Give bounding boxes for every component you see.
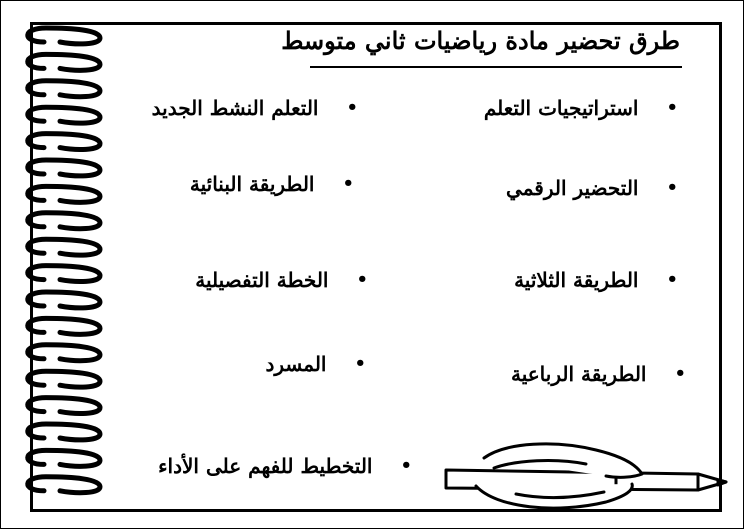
spiral-ring — [28, 28, 100, 44]
item-label: الخطة التفصيلية — [195, 268, 329, 292]
spiral-ring — [28, 160, 100, 176]
bullet-icon: • — [666, 97, 678, 118]
spiral-ring — [28, 371, 100, 387]
spiral-ring — [28, 81, 100, 97]
list-item-detailed-plan — [195, 268, 368, 292]
spiral-ring — [28, 318, 100, 334]
hand-holding-pencil-icon — [436, 438, 736, 518]
bullet-icon: • — [354, 353, 366, 374]
spiral-ring — [28, 266, 100, 282]
bullet-icon: • — [400, 455, 412, 476]
item-label: الطريقة الرباعية — [510, 362, 647, 386]
item-label: المسرد — [265, 352, 327, 376]
spiral-ring — [28, 213, 100, 229]
spiral-ring — [28, 107, 100, 123]
spiral-ring — [28, 54, 100, 70]
spiral-binding-icon — [0, 0, 120, 531]
list-item-strategies — [484, 96, 678, 120]
bullet-icon: • — [674, 363, 686, 384]
spiral-ring — [28, 292, 100, 308]
list-item-constructive-method — [190, 172, 354, 196]
item-label: استراتيجيات التعلم — [483, 96, 639, 120]
bullet-icon: • — [356, 269, 368, 290]
list-item-glossary — [265, 352, 366, 376]
bullet-icon: • — [666, 269, 678, 290]
item-label: التحضير الرقمي — [506, 176, 639, 200]
list-item-planning-understanding — [158, 454, 412, 478]
spiral-ring — [28, 477, 100, 493]
list-item-triple-method — [514, 268, 678, 292]
item-label: التعلم النشط الجديد — [151, 96, 319, 120]
page-title: طرق تحضير مادة رياضيات ثاني متوسط — [281, 26, 680, 55]
item-label: الطريقة البنائية — [189, 172, 315, 196]
bullet-icon: • — [346, 97, 358, 118]
spiral-ring — [28, 424, 100, 440]
spiral-ring — [28, 239, 100, 255]
list-item-digital-prep — [506, 176, 678, 200]
bullet-icon: • — [342, 173, 354, 194]
spiral-ring — [28, 450, 100, 466]
item-label: التخطيط للفهم على الأداء — [158, 454, 373, 478]
list-item-active-learning — [152, 96, 358, 120]
spiral-ring — [28, 398, 100, 414]
spiral-ring — [28, 134, 100, 150]
bullet-icon: • — [666, 177, 678, 198]
spiral-ring — [28, 186, 100, 202]
item-label: الطريقة الثلاثية — [514, 268, 639, 292]
spiral-ring — [28, 345, 100, 361]
title-underline — [310, 66, 682, 68]
list-item-quad-method — [511, 362, 686, 386]
